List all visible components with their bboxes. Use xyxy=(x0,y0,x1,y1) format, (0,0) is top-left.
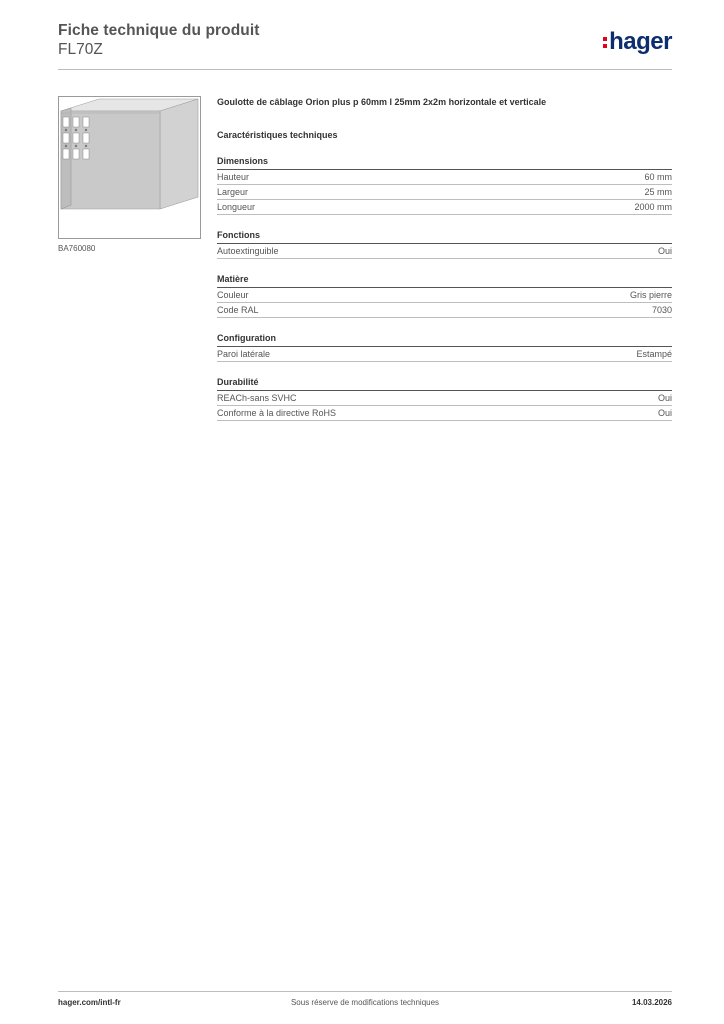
group-title: Fonctions xyxy=(217,229,672,244)
spec-value: 7030 xyxy=(651,305,672,315)
spec-row xyxy=(217,406,672,421)
spec-label: Couleur xyxy=(217,290,249,300)
product-description: Goulotte de câblage Orion plus p 60mm l 25mm 2x2m horizontale et verticale xyxy=(217,97,547,107)
spec-label: Hauteur xyxy=(217,172,250,182)
spec-value: Oui xyxy=(657,246,672,256)
group-title: Durabilité xyxy=(217,376,672,391)
footer-date: 14.03.2026 xyxy=(631,998,672,1007)
spec-group-dimensions xyxy=(217,155,672,215)
spec-group-durabilite xyxy=(217,376,672,421)
spec-content xyxy=(217,96,672,421)
spec-group-fonctions xyxy=(217,229,672,259)
image-reference-code: BA760080 xyxy=(58,244,96,253)
group-title: Configuration xyxy=(217,332,672,347)
spec-value: 2000 mm xyxy=(634,202,672,212)
spec-group-configuration xyxy=(217,332,672,362)
spec-value: 60 mm xyxy=(644,172,672,182)
page-header xyxy=(58,22,672,68)
spec-row xyxy=(217,303,672,318)
spec-label: Longueur xyxy=(217,202,256,212)
hager-logo xyxy=(603,28,672,56)
spec-row xyxy=(217,391,672,406)
spec-label: REACh-sans SVHC xyxy=(217,393,297,403)
spec-row xyxy=(217,288,672,303)
spec-row xyxy=(217,200,672,215)
spec-value: 25 mm xyxy=(644,187,672,197)
group-title: Matière xyxy=(217,273,672,288)
specs-heading: Caractéristiques techniques xyxy=(217,130,338,140)
spec-label: Autoextinguible xyxy=(217,246,279,256)
spec-label: Code RAL xyxy=(217,305,259,315)
document-title: Fiche technique du produit xyxy=(58,22,260,39)
footer-notice: Sous réserve de modifications techniques xyxy=(290,998,440,1007)
header-divider xyxy=(58,69,672,70)
group-title: Dimensions xyxy=(217,155,672,170)
spec-row xyxy=(217,185,672,200)
spec-label: Largeur xyxy=(217,187,249,197)
spec-row xyxy=(217,170,672,185)
spec-row xyxy=(217,244,672,259)
spec-value: Estampé xyxy=(636,349,672,359)
logo-text: hager xyxy=(609,28,672,55)
footer-divider xyxy=(58,991,672,992)
spec-label: Conforme à la directive RoHS xyxy=(217,408,337,418)
product-reference: FL70Z xyxy=(58,41,103,58)
spec-group-matiere xyxy=(217,273,672,318)
logo-dots-icon xyxy=(603,37,607,48)
spec-value: Gris pierre xyxy=(629,290,672,300)
spec-value: Oui xyxy=(657,393,672,403)
spec-label: Paroi latérale xyxy=(217,349,271,359)
cable-trunking-image xyxy=(58,96,201,239)
spec-row xyxy=(217,347,672,362)
spec-value: Oui xyxy=(657,408,672,418)
footer-website-link[interactable]: hager.com/intl-fr xyxy=(58,998,121,1007)
